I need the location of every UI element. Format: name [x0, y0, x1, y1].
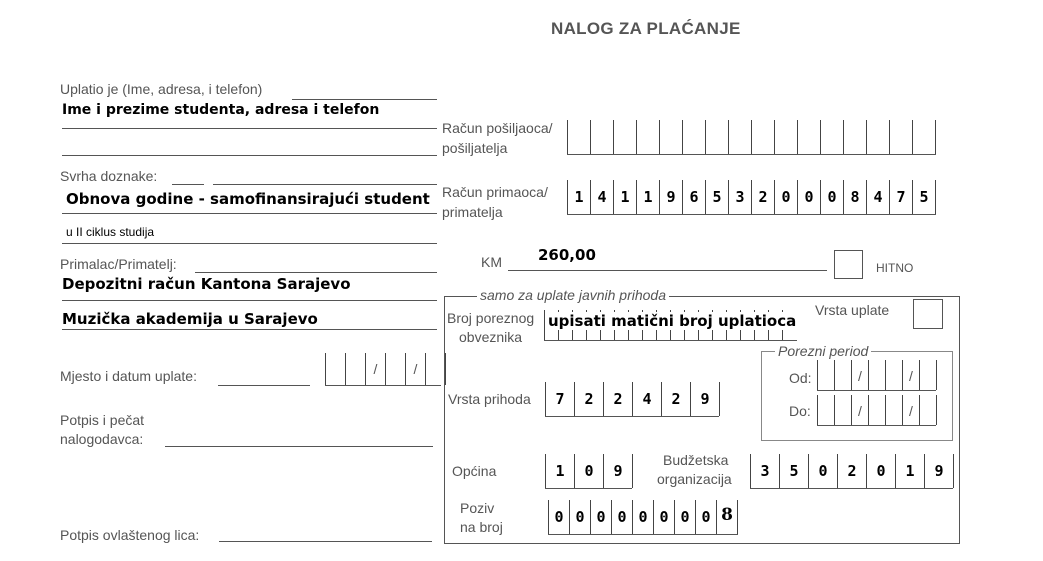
recipient-account-label-1: Račun primaoca/ — [442, 184, 548, 200]
tax-period-from-cells[interactable] — [817, 360, 937, 390]
digit-cell[interactable] — [426, 353, 446, 385]
recipient-value-2[interactable]: Muzička akademija u Sarajevo — [62, 310, 318, 328]
digit-cell[interactable] — [683, 180, 706, 214]
tax-period-to-label: Do: — [789, 403, 811, 419]
digit-cell[interactable] — [614, 180, 637, 214]
reference-label-1: Poziv — [460, 500, 495, 516]
digit-cell[interactable] — [821, 180, 844, 214]
digit-value: 2 — [758, 188, 768, 206]
digit-cell[interactable] — [568, 180, 591, 214]
date-base-line — [325, 385, 441, 386]
digit-value: 2 — [671, 390, 681, 408]
sender-account-label-2: pošiljatelja — [442, 140, 508, 156]
digit-cell[interactable] — [886, 395, 903, 425]
digit-value: 0 — [575, 508, 585, 526]
digit-value: 1 — [555, 462, 565, 480]
digit-cell[interactable] — [591, 180, 614, 214]
digit-value: 0 — [617, 508, 627, 526]
digit-cell[interactable] — [867, 454, 896, 488]
digit-value: 1 — [643, 188, 653, 206]
digit-cell[interactable] — [775, 180, 798, 214]
urgent-label: HITNO — [876, 261, 914, 275]
digit-cell[interactable] — [818, 360, 835, 390]
purpose-line-2 — [62, 243, 437, 244]
payer-line-1 — [62, 128, 437, 129]
digit-cell[interactable] — [633, 500, 654, 534]
digit-cell[interactable] — [729, 180, 752, 214]
digit-cell[interactable] — [869, 395, 886, 425]
digit-cell[interactable] — [660, 180, 683, 214]
digit-value: 9 — [613, 462, 623, 480]
digit-value: 7 — [555, 390, 565, 408]
digit-value: 1 — [620, 188, 630, 206]
tax-period-from-base — [817, 390, 936, 391]
digit-cell[interactable] — [575, 382, 604, 416]
digit-cell[interactable] — [852, 395, 869, 425]
digit-cell[interactable] — [844, 120, 867, 154]
digit-cell[interactable] — [838, 454, 867, 488]
digit-value: 0 — [584, 462, 594, 480]
digit-value: 4 — [873, 188, 883, 206]
urgent-checkbox[interactable] — [834, 250, 863, 279]
digit-cell[interactable] — [604, 382, 633, 416]
digit-value: 7 — [896, 188, 906, 206]
digit-value: 2 — [584, 390, 594, 408]
digit-cell[interactable] — [717, 500, 738, 534]
digit-value: 8 — [721, 505, 733, 525]
date-slash-1: / — [373, 361, 378, 377]
digit-cell[interactable] — [683, 120, 706, 154]
tax-id-label-1: Broj poreznog — [447, 310, 535, 326]
reference-label-2: na broj — [460, 519, 503, 535]
digit-value: 3 — [735, 188, 745, 206]
payment-type-box[interactable] — [913, 299, 943, 329]
purpose-label: Svrha doznake: — [60, 168, 158, 184]
sender-account-label-1: Račun pošiljaoca/ — [442, 120, 553, 136]
sender-account-cells[interactable] — [567, 120, 936, 154]
digit-cell[interactable] — [920, 395, 937, 425]
digit-cell[interactable] — [614, 120, 637, 154]
purpose-value-1[interactable]: Obnova godine - samofinansirajući student — [66, 190, 430, 208]
tax-period-from-label: Od: — [789, 370, 812, 386]
digit-cell[interactable] — [890, 120, 913, 154]
digit-cell[interactable] — [913, 120, 936, 154]
digit-cell[interactable] — [835, 395, 852, 425]
digit-cell[interactable] — [896, 454, 925, 488]
digit-cell[interactable] — [637, 120, 660, 154]
digit-cell[interactable] — [675, 500, 696, 534]
digit-cell[interactable] — [867, 120, 890, 154]
digit-cell[interactable] — [326, 353, 346, 385]
digit-value: 4 — [597, 188, 607, 206]
digit-cell[interactable] — [751, 454, 780, 488]
digit-value: 0 — [638, 508, 648, 526]
digit-cell[interactable] — [925, 454, 954, 488]
digit-cell[interactable] — [660, 120, 683, 154]
digit-value: 0 — [701, 508, 711, 526]
digit-cell[interactable] — [366, 353, 386, 385]
date-slash-2: / — [413, 361, 418, 377]
signature-payer-label-2: nalogodavca: — [60, 431, 144, 447]
digit-cell[interactable] — [844, 180, 867, 214]
digit-cell[interactable] — [920, 360, 937, 390]
digit-value: 0 — [818, 462, 828, 480]
digit-cell[interactable] — [549, 500, 570, 534]
digit-cell[interactable] — [633, 382, 662, 416]
reference-base — [548, 534, 738, 535]
recipient-value-1[interactable]: Depozitni račun Kantona Sarajevo — [62, 275, 351, 293]
amount-value[interactable]: 260,00 — [538, 246, 596, 264]
digit-value: 9 — [934, 462, 944, 480]
tax-id-label-2: obveznika — [459, 329, 523, 345]
signature-official-line[interactable] — [219, 541, 432, 542]
digit-cell[interactable] — [809, 454, 838, 488]
digit-cell[interactable] — [662, 382, 691, 416]
digit-value: 0 — [827, 188, 837, 206]
recipient-account-label-2: primatelja — [442, 204, 503, 220]
digit-cell[interactable] — [546, 382, 575, 416]
tax-period-to-base — [817, 425, 936, 426]
place-date-label: Mjesto i datum uplate: — [60, 368, 197, 384]
digit-value: 5 — [919, 188, 929, 206]
recipient-account-base — [567, 214, 936, 215]
digit-cell[interactable] — [775, 120, 798, 154]
digit-value: / — [909, 368, 913, 384]
tax-id-base — [544, 340, 797, 341]
digit-value: 0 — [781, 188, 791, 206]
digit-cell[interactable] — [406, 353, 426, 385]
sender-account-base — [567, 154, 936, 155]
digit-cell[interactable] — [867, 180, 890, 214]
digit-cell[interactable] — [591, 500, 612, 534]
digit-value: / — [858, 368, 862, 384]
municipality-cells[interactable] — [545, 454, 633, 488]
digit-cell[interactable] — [903, 360, 920, 390]
tax-period-legend: Porezni period — [775, 343, 871, 359]
revenue-type-base — [545, 416, 719, 417]
digit-cell[interactable] — [386, 353, 406, 385]
digit-cell[interactable] — [591, 120, 614, 154]
municipality-label: Općina — [452, 463, 497, 479]
digit-value: 9 — [666, 188, 676, 206]
place-line[interactable] — [218, 385, 310, 386]
digit-cell[interactable] — [706, 180, 729, 214]
digit-cell[interactable] — [752, 180, 775, 214]
recipient-account-cells[interactable] — [567, 180, 936, 214]
digit-cell[interactable] — [913, 180, 936, 214]
digit-value: 0 — [876, 462, 886, 480]
payer-label: Uplatio je (Ime, adresa, i telefon) — [60, 81, 263, 97]
digit-value: 8 — [850, 188, 860, 206]
public-revenue-legend: samo za uplate javnih prihoda — [477, 287, 669, 303]
digit-cell[interactable] — [612, 500, 633, 534]
purpose-line-1 — [62, 213, 437, 214]
digit-cell[interactable] — [546, 454, 575, 488]
digit-value: 6 — [689, 188, 699, 206]
budget-org-label-2: organizacija — [657, 471, 732, 487]
recipient-line-2 — [62, 329, 437, 330]
recipient-label-line — [195, 272, 437, 273]
digit-value: 0 — [680, 508, 690, 526]
digit-cell[interactable] — [798, 120, 821, 154]
municipality-base — [545, 488, 632, 489]
digit-cell[interactable] — [780, 454, 809, 488]
digit-value: 5 — [789, 462, 799, 480]
digit-cell[interactable] — [575, 454, 604, 488]
digit-cell[interactable] — [706, 120, 729, 154]
recipient-label: Primalac/Primatelj: — [60, 256, 177, 272]
digit-value: 0 — [659, 508, 669, 526]
digit-cell[interactable] — [568, 120, 591, 154]
reference-cells[interactable] — [548, 500, 738, 534]
purpose-label-line-b — [213, 184, 437, 185]
digit-cell[interactable] — [852, 360, 869, 390]
digit-cell[interactable] — [570, 500, 591, 534]
digit-value: 0 — [804, 188, 814, 206]
tax-period-to-cells[interactable] — [817, 395, 937, 425]
digit-value: 3 — [760, 462, 770, 480]
amount-line — [508, 270, 827, 271]
digit-value: 5 — [712, 188, 722, 206]
purpose-label-line-a — [172, 184, 204, 185]
digit-cell[interactable] — [890, 180, 913, 214]
digit-value: / — [909, 403, 913, 419]
digit-cell[interactable] — [654, 500, 675, 534]
digit-cell[interactable] — [637, 180, 660, 214]
payment-type-label: Vrsta uplate — [815, 302, 890, 318]
signature-payer-label-1: Potpis i pečat — [60, 412, 145, 428]
digit-cell[interactable] — [346, 353, 366, 385]
digit-value: / — [858, 403, 862, 419]
tax-id-value[interactable]: upisati matični broj uplatioca — [548, 312, 797, 330]
revenue-type-label: Vrsta prihoda — [448, 391, 531, 407]
km-label: KM — [481, 254, 502, 270]
digit-cell[interactable] — [886, 360, 903, 390]
digit-cell[interactable] — [729, 120, 752, 154]
payer-value[interactable]: Ime i prezime studenta, adresa i telefon — [62, 102, 380, 118]
digit-cell[interactable] — [752, 120, 775, 154]
budget-org-base — [750, 488, 953, 489]
digit-value: 1 — [574, 188, 584, 206]
signature-payer-line[interactable] — [165, 446, 433, 447]
signature-official-label: Potpis ovlaštenog lica: — [60, 527, 200, 543]
digit-cell[interactable] — [818, 395, 835, 425]
digit-cell[interactable] — [696, 500, 717, 534]
digit-value: 0 — [554, 508, 564, 526]
digit-cell[interactable] — [903, 395, 920, 425]
form-title: NALOG ZA PLAĆANJE — [551, 19, 741, 38]
payer-label-line — [292, 99, 437, 100]
budget-org-cells[interactable] — [750, 454, 954, 488]
digit-value: 1 — [905, 462, 915, 480]
payer-line-2 — [62, 155, 437, 156]
budget-org-label-1: Budžetska — [663, 452, 729, 468]
recipient-line-1 — [62, 300, 437, 301]
purpose-value-2[interactable]: u II ciklus studija — [66, 225, 155, 239]
digit-value: 9 — [700, 390, 710, 408]
digit-cell[interactable] — [798, 180, 821, 214]
digit-cell[interactable] — [869, 360, 886, 390]
digit-cell[interactable] — [604, 454, 633, 488]
date-cells[interactable] — [325, 353, 446, 385]
digit-value: 0 — [596, 508, 606, 526]
revenue-type-cells[interactable] — [545, 382, 720, 416]
digit-cell[interactable] — [691, 382, 720, 416]
digit-value: 2 — [847, 462, 857, 480]
digit-value: 2 — [613, 390, 623, 408]
digit-cell[interactable] — [821, 120, 844, 154]
digit-cell[interactable] — [835, 360, 852, 390]
digit-value: 4 — [642, 390, 652, 408]
